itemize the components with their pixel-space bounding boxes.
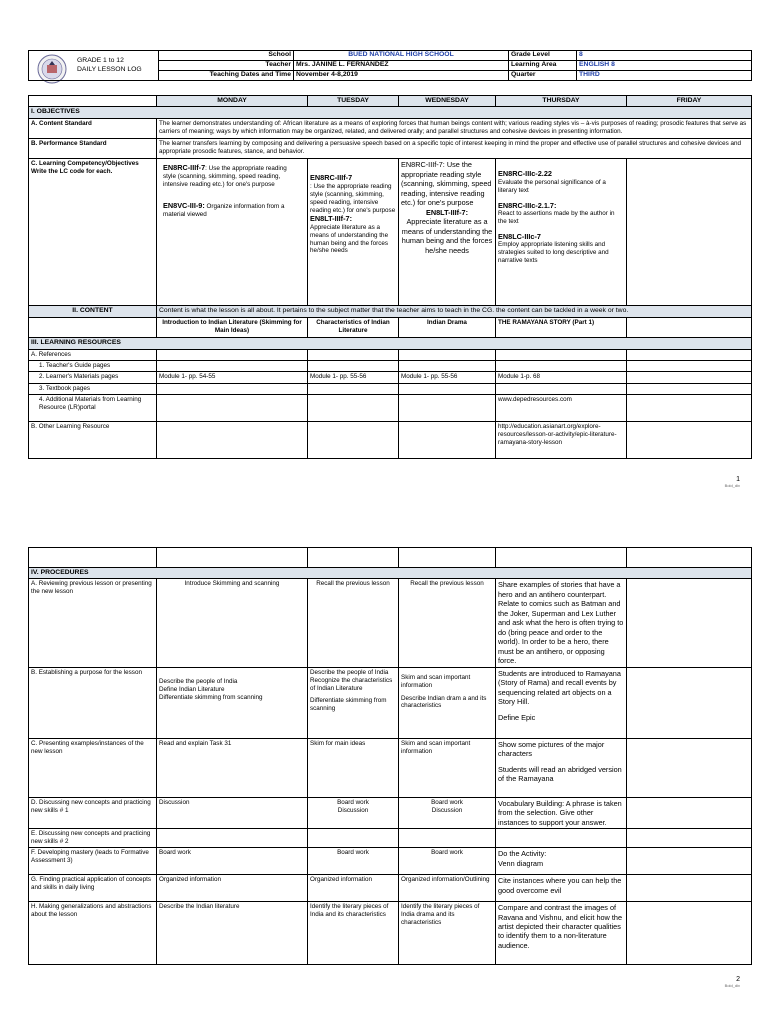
procedure-b-monday: Describe the people of India Define Indian Literature Differentiate skimming from scanning [157, 667, 308, 738]
dates-value: November 4-8,2019 [294, 71, 509, 81]
procedure-b-wednesday [399, 667, 496, 738]
teacher-label: Teacher [159, 61, 294, 71]
competency-text: : Use the appropriate reading style (scanning, skimming, speed reading, intensive reading etc.) for one's purpose [163, 165, 287, 189]
other-resources-thursday: http://education.asianart.org/explore-resources/lesson-or-activity/epic-literature-ramayana-story-lesson [496, 422, 627, 459]
procedure-h-tuesday: Identify the literary pieces of India and its characteristics [308, 902, 399, 965]
lesson-table-page-1 [28, 95, 752, 459]
procedure-a-wednesday: Recall the previous lesson [399, 579, 496, 667]
competency-code: EN8RC-IIIc-2.1.7: [498, 200, 557, 210]
procedure-f-label: F. Developing mastery (leads to Formative Assessment 3) [29, 848, 157, 875]
procedure-d-tuesday: Board work Discussion [308, 797, 399, 828]
procedure-b-tuesday [308, 667, 399, 738]
document-type: DAILY LESSON LOG [77, 65, 142, 73]
content-thursday: THE RAMAYANA STORY (Part 1) [496, 318, 627, 338]
content-section-title: II. CONTENT [29, 306, 157, 318]
header-table [28, 50, 752, 81]
teacher-value: Mrs. JANINE L. FERNANDEZ [294, 61, 509, 71]
procedure-g-label: G. Finding practical application of concepts and skills in daily living [29, 875, 157, 902]
procedure-text: Skim and scan important information [401, 673, 471, 689]
competency-code: EN8RC-IIIf-7 [163, 163, 206, 173]
procedure-f-thursday: Do the Activity: Venn diagram [496, 848, 627, 875]
competency-friday [627, 159, 752, 306]
additional-materials-label: 4. Additional Materials from Learning Resource (LR)portal [29, 395, 157, 422]
procedure-c-thursday [496, 738, 627, 797]
learning-area-label: Learning Area [509, 61, 577, 71]
competency-text: Appreciate literature as a means of understanding the human being and the forces he/she needs [401, 217, 493, 255]
competency-wednesday [399, 159, 496, 306]
competency-code: EN8LT-IIIf-7: [310, 214, 353, 224]
day-monday: MONDAY [157, 96, 308, 107]
procedure-b-label: B. Establishing a purpose for the lesson [29, 667, 157, 738]
additional-materials-thursday: www.depedresources.com [496, 395, 627, 422]
grade-range: GRADE 1 to 12 [77, 56, 124, 64]
school-value: BUED NATIONAL HIGH SCHOOL [294, 51, 509, 61]
procedure-d-label: D. Discussing new concepts and practicing new skills # 1 [29, 797, 157, 828]
references-label: A. References [29, 350, 157, 361]
procedures-section-title: IV. PROCEDURES [29, 568, 752, 579]
procedure-a-monday: Introduce Skimming and scanning [157, 579, 308, 667]
procedure-b-thursday [496, 667, 627, 738]
procedure-g-thursday: Cite instances where you can help the good overcome evil [496, 875, 627, 902]
quarter-value: THIRD [577, 71, 752, 81]
competency-code: EN8RC-IIIf-7 [310, 173, 353, 183]
procedure-f-tuesday: Board work [308, 848, 399, 875]
procedure-text: Students will read an abridged version of the Ramayana [498, 764, 622, 784]
competency-tuesday [308, 159, 399, 306]
day-header-row [29, 96, 752, 107]
competency-text: Organize information from a material viewed [163, 203, 285, 218]
procedure-g-monday: Organized information [157, 875, 308, 902]
procedure-d-wednesday: Board work Discussion [399, 797, 496, 828]
competency-text: : Use the appropriate reading style (scanning, skimming, speed reading, intensive reading etc.) for one's purpose [310, 182, 396, 214]
content-wednesday: Indian Drama [399, 318, 496, 338]
procedure-a-thursday: Share examples of stories that have a hero and an antihero counterpart. Relate to comics such as Batman and the Joker, Superman and Lex Luther and ask what the hero is often trying to do (bring peace and order to the world). In order to be a hero, there must be an antihero, or opposing force. [496, 579, 627, 667]
procedure-text: Students are introduced to Ramayana (Story of Rama) and recall events by sequencing related art objects on a Story Hill. [498, 668, 621, 707]
lm-monday: Module 1- pp. 54-55 [157, 372, 308, 384]
procedure-d-monday: Discussion [157, 797, 308, 828]
procedure-text: Differentiate skimming from scanning [310, 697, 387, 713]
procedure-c-tuesday: Skim for main ideas [308, 738, 399, 797]
lm-tuesday: Module 1- pp. 55-56 [308, 372, 399, 384]
page-mark: Bold_div [724, 983, 740, 988]
procedure-g-wednesday: Organized information/Outlining [399, 875, 496, 902]
content-standard-label: A. Content Standard [29, 119, 157, 139]
content-tuesday: Characteristics of Indian Literature [308, 318, 399, 338]
resources-section-title: III. LEARNING RESOURCES [29, 338, 752, 350]
teachers-guide-label: 1. Teacher's Guide pages [29, 361, 157, 372]
procedure-c-label: C. Presenting examples/instances of the new lesson [29, 738, 157, 797]
competency-text: Appreciate literature as a means of understanding the human being and the forces he/she needs [310, 223, 389, 255]
other-resources-label: B. Other Learning Resource [29, 422, 157, 459]
procedure-e-label: E. Discussing new concepts and practicing new skills # 2 [29, 829, 157, 848]
content-description: Content is what the lesson is all about. It pertains to the subject matter that the teacher aims to teach in the CG. the content can be tackled in a week or two. [157, 306, 752, 318]
competency-text: Employ appropriate listening skills and strategies suited to long descriptive and narrative texts [498, 241, 609, 265]
header-title-cell [29, 51, 159, 81]
learners-materials-label: 2. Learner's Materials pages [29, 372, 157, 384]
procedure-d-thursday: Vocabulary Building: A phrase is taken from the selection. Give other instances to support your answer. [496, 797, 627, 828]
procedure-c-wednesday: Skim and scan important information [399, 738, 496, 797]
day-friday: FRIDAY [627, 96, 752, 107]
procedure-h-label: H. Making generalizations and abstractions about the lesson [29, 902, 157, 965]
content-monday: Introduction to Indian Literature (Skimming for Main Ideas) [157, 318, 308, 338]
competency-label: C. Learning Competency/Objectives Write the LC code for each. [29, 159, 157, 306]
procedure-a-tuesday: Recall the previous lesson [308, 579, 399, 667]
competency-text: Evaluate the personal significance of a literary text [498, 178, 606, 194]
procedure-h-wednesday: Identify the literary pieces of India drama and its characteristics [399, 902, 496, 965]
competency-text: React to assertions made by the author in the text [498, 210, 615, 226]
lm-wednesday: Module 1- pp. 55-56 [399, 372, 496, 384]
procedure-text: Define Epic [498, 712, 536, 722]
procedure-g-tuesday: Organized information [308, 875, 399, 902]
learning-area-value: ENGLISH 8 [577, 61, 752, 71]
performance-standard-text: The learner transfers learning by composing and delivering a persuasive speech based on a specific topic of interest keeping in mind the proper and effective use of parallel structures and cohesive devices and appropriate prosodic features, stance, and behavior. [157, 139, 752, 159]
quarter-label: Quarter [509, 71, 577, 81]
objectives-section-title: I. OBJECTIVES [29, 107, 752, 119]
lesson-table-page-2 [28, 547, 752, 965]
procedure-text: Describe Indian dram a and its characteristics [401, 694, 487, 710]
procedure-c-monday: Read and explain Task 31 [157, 738, 308, 797]
page-mark: Bold_div [724, 483, 740, 488]
content-standard-text: The learner demonstrates understanding of: African literature as a means of exploring forces that human beings content with; various reading styles vis – à-vis purposes of reading; prosodic features that serve as carriers of meaning; ways by which information may be organized, related, and delivered orally; and parallel structures and cohesive devices in presenting information. [157, 119, 752, 139]
grade-level-value: 8 [577, 51, 752, 61]
procedure-h-monday: Describe the Indian literature [157, 902, 308, 965]
procedure-text: Show some pictures of the major characters [498, 739, 605, 759]
competency-text: EN8RC-IIIf-7: Use the appropriate reading style (scanning, skimming, speed reading, intensive reading etc.) for one's purpose [401, 160, 492, 208]
day-wednesday: WEDNESDAY [399, 96, 496, 107]
competency-code: EN8VC-III-9: [163, 201, 205, 211]
procedure-text: Describe the people of India Recognize the characteristics of Indian Literature [310, 668, 393, 692]
page-number-2: 2 Bold_div [724, 976, 740, 988]
competency-thursday [496, 159, 627, 306]
dates-label: Teaching Dates and Time [159, 71, 294, 81]
page-1 [0, 0, 768, 500]
day-thursday: THURSDAY [496, 96, 627, 107]
lm-thursday: Module 1-p. 68 [496, 372, 627, 384]
procedure-f-monday: Board work [157, 848, 308, 875]
page-2 [0, 520, 768, 1024]
school-label: School [159, 51, 294, 61]
procedure-a-label: A. Reviewing previous lesson or presenting the new lesson [29, 579, 157, 667]
procedure-h-thursday: Compare and contrast the images of Ravana and Vishnu, and elicit how the artist depicted their character qualities to identify them to a non-literature audience. [496, 902, 627, 965]
competency-monday [157, 159, 308, 306]
content-friday [627, 318, 752, 338]
day-tuesday: TUESDAY [308, 96, 399, 107]
page-number-1: 1 Bold_div [724, 476, 740, 488]
textbook-label: 3. Textbook pages [29, 384, 157, 395]
competency-code: EN8LT-IIIf-7: [425, 207, 469, 217]
competency-code: EN8LC-IIIc-7 [498, 231, 541, 241]
performance-standard-label: B. Performance Standard [29, 139, 157, 159]
grade-level-label: Grade Level [509, 51, 577, 61]
competency-code: EN8RC-IIIc-2.22 [498, 169, 552, 179]
procedure-f-wednesday: Board work [399, 848, 496, 875]
